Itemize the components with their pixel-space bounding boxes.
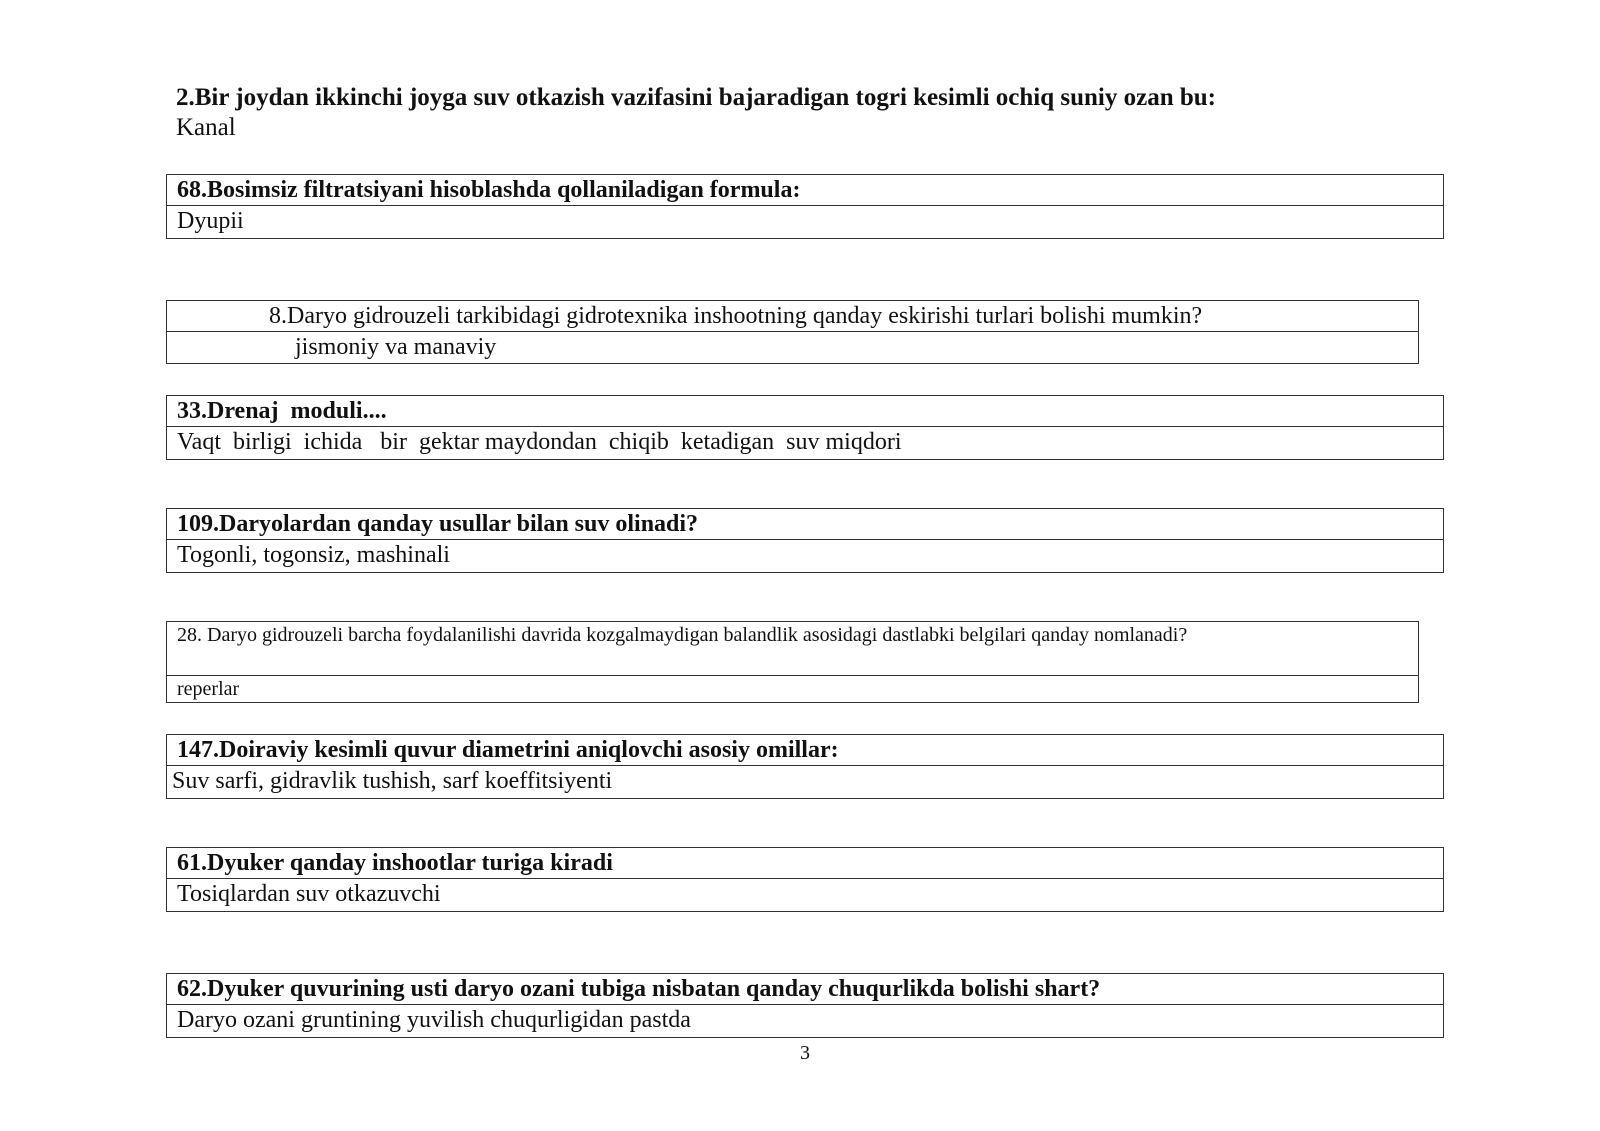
qa-box-62 [166,973,1444,1038]
intro-question-text: 2.Bir joydan ikkinchi joyga suv otkazish vazifasini bajaradigan togri kesimli ochiq suniy ozan bu: [176,84,1217,111]
answer-text: Suv sarfi, gidravlik tushish, sarf koeffitsiyenti [172,768,613,794]
qa-box-68 [166,174,1444,239]
answer-text: Daryo ozani gruntining yuvilish chuqurligidan pastda [177,1007,691,1033]
qa-box-109 [166,508,1444,573]
qa-box-33 [166,395,1444,460]
answer-text: Togonli, togonsiz, mashinali [177,542,450,568]
question-text: 28. Daryo gidrouzeli barcha foydalanilishi davrida kozgalmaydigan balandlik asosidagi dastlabki belgilari qanday nomlanadi? [167,622,1418,676]
intro-answer-text: Kanal [176,114,236,141]
question-text: 8.Daryo gidrouzeli tarkibidagi gidrotexnika inshootning qanday eskirishi turlari bolishi mumkin? [167,301,1418,332]
qa-box-147 [166,734,1444,799]
question-text: 62.Dyuker quvurining usti daryo ozani tubiga nisbatan qanday chuqurlikda bolishi shart? [167,974,1443,1005]
question-text: 147.Doiraviy kesimli quvur diametrini aniqlovchi asosiy omillar: [167,735,1443,766]
intro-question-block [176,83,1476,143]
answer-text: jismoniy va manaviy [295,334,497,360]
page-number: 3 [800,1042,810,1064]
qa-box-61 [166,847,1444,912]
question-text: 33.Drenaj moduli.... [167,396,1443,427]
question-text: 61.Dyuker qanday inshootlar turiga kiradi [167,848,1443,879]
answer-text: reperlar [177,678,240,700]
question-text: 109.Daryolardan qanday usullar bilan suv olinadi? [167,509,1443,540]
qa-box-28 [166,621,1419,703]
answer-text: Dyupii [177,208,244,234]
question-text: 68.Bosimsiz filtratsiyani hisoblashda qollaniladigan formula: [167,175,1443,206]
answer-text: Tosiqlardan suv otkazuvchi [177,881,441,907]
qa-box-8 [166,300,1419,364]
answer-text: Vaqt birligi ichida bir gektar maydondan chiqib ketadigan suv miqdori [177,429,902,455]
